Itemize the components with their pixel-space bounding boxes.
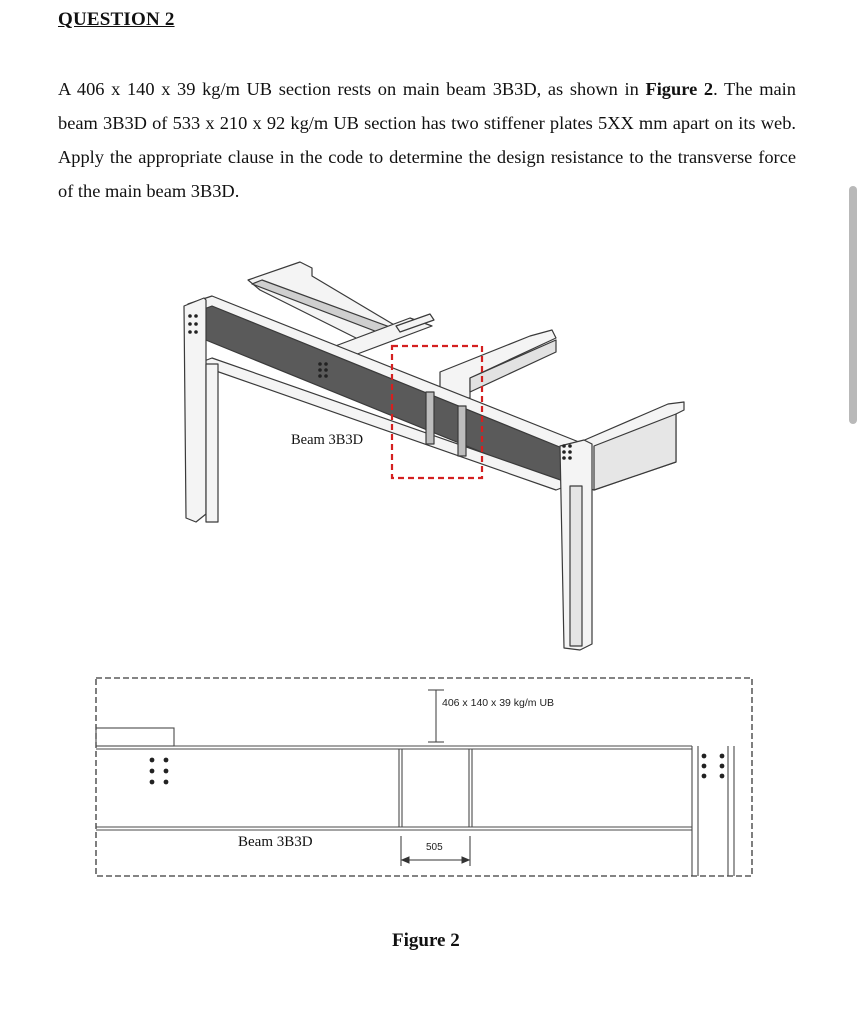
beam-label-iso: Beam 3B3D	[291, 432, 364, 448]
question-text-part2: . The main beam 3B3D of 533 x 210 x 92 kg/m UB section has two stiffener plates 5XX mm apart on its web. Apply the appropriate clause in the code to determine the design resistance to the transverse force of the main beam 3B3D.	[58, 79, 796, 201]
left-stub-beam	[96, 728, 174, 746]
elevation-frame	[96, 678, 752, 876]
section-label: 406 x 140 x 39 kg/m UB	[442, 697, 555, 709]
question-text-part1: A 406 x 140 x 39 kg/m UB section rests on main beam 3B3D, as shown in	[58, 79, 646, 99]
question-heading: QUESTION 2	[58, 9, 175, 30]
bolt-group-elevation	[150, 754, 725, 785]
figure-reference: Figure 2	[645, 79, 714, 99]
figure-caption: Figure 2	[392, 930, 460, 951]
dimension-label: 505	[426, 842, 443, 853]
dimension-arrow-right	[462, 857, 469, 863]
dimension-arrow-left	[402, 857, 409, 863]
beam-label-elevation: Beam 3B3D	[238, 834, 313, 850]
